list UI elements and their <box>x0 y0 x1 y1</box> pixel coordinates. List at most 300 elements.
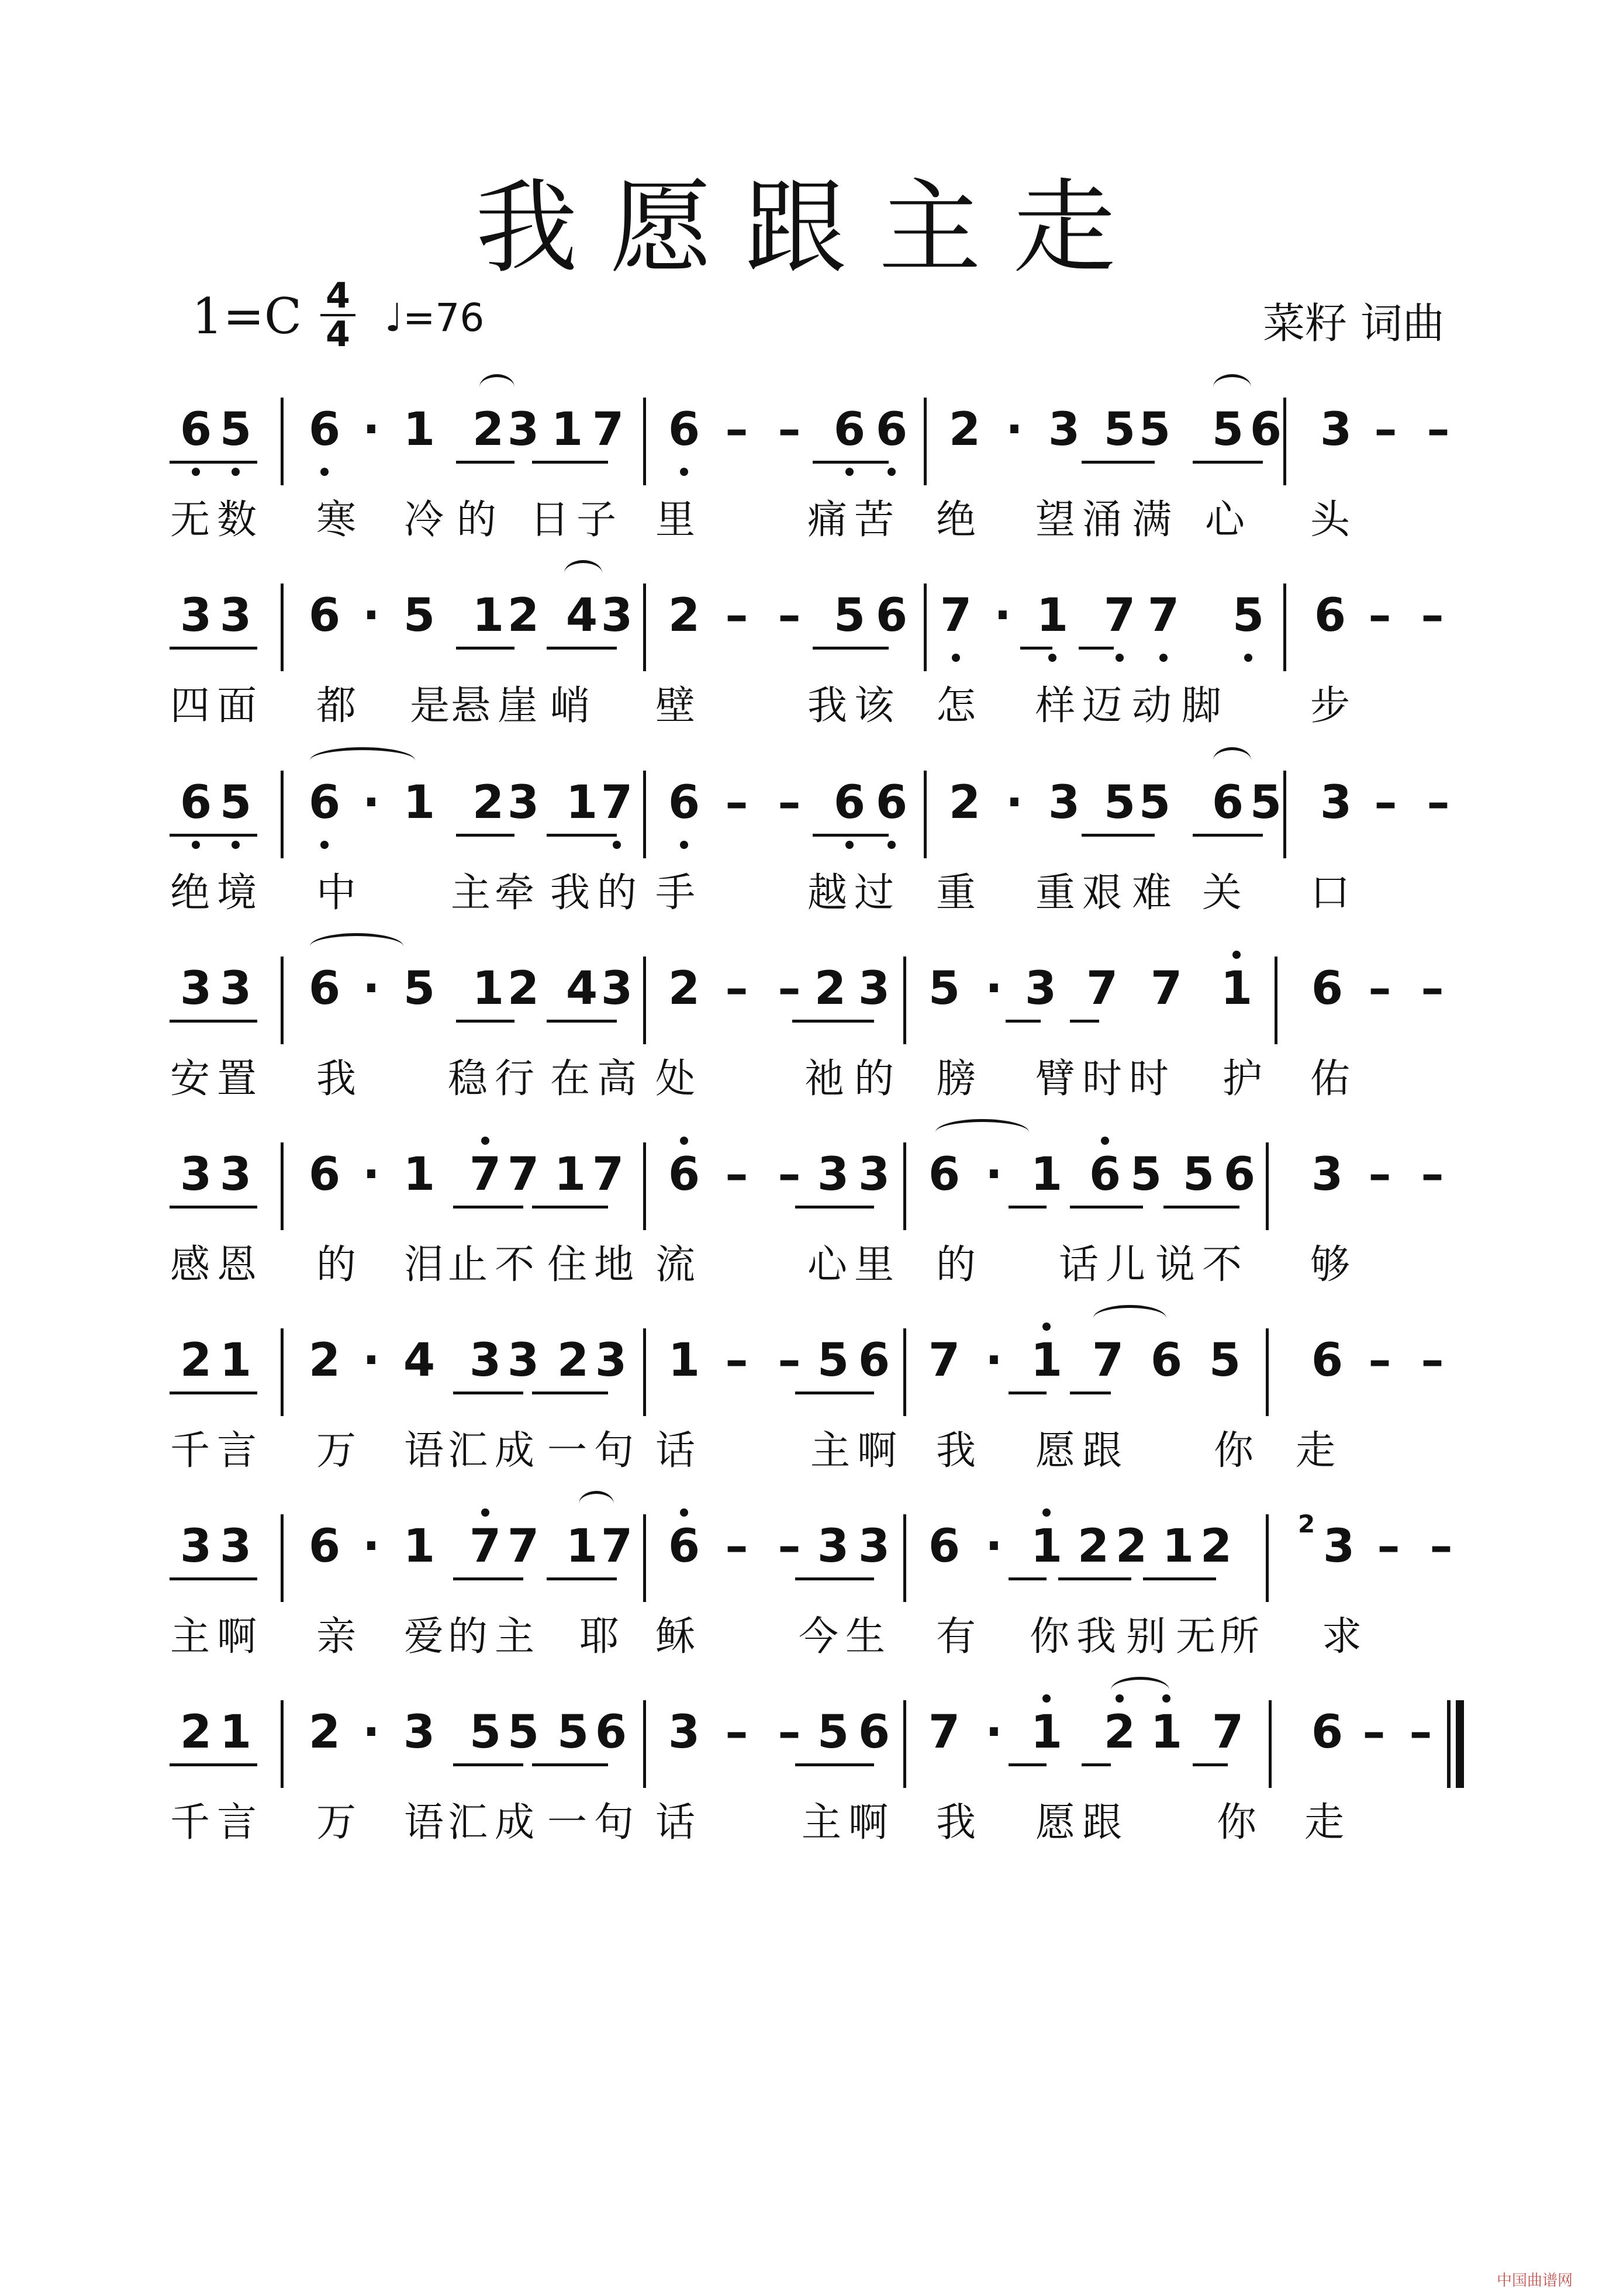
lyric-char: 话 <box>655 1800 695 1846</box>
note: 5 <box>1211 403 1244 456</box>
note: 3 <box>1322 1520 1355 1573</box>
note: 6 <box>179 776 212 829</box>
lyric-char: 话 <box>655 1428 695 1474</box>
note: 3 <box>1024 962 1057 1015</box>
bar-line <box>1275 957 1277 1044</box>
note: 1 <box>403 403 436 456</box>
lyric-char: 关 <box>1201 870 1242 916</box>
sustain-dash: – <box>725 1334 748 1387</box>
time-signature-bottom: 4 <box>320 314 355 353</box>
lyric-char: 的 <box>854 1056 894 1102</box>
lyric-char: 流 <box>655 1242 695 1288</box>
note: 5 <box>469 1706 502 1759</box>
lyric-char: 脚 <box>1181 683 1221 729</box>
beam-underline <box>1082 1763 1111 1766</box>
lyrics-line <box>0 1239 1623 1297</box>
note: 3 <box>179 1148 212 1201</box>
note: 7 <box>507 1148 540 1201</box>
lyric-char: 里 <box>854 1242 894 1288</box>
lyric-char: 头 <box>1310 497 1350 543</box>
lyric-char: 语 <box>403 1428 444 1474</box>
lyric-char: 言 <box>216 1800 257 1846</box>
beam-underline <box>532 1763 608 1766</box>
notation-line <box>0 380 1623 479</box>
note: 7 <box>940 589 972 642</box>
sustain-dash: – <box>1368 962 1391 1015</box>
note: 6 <box>858 1706 890 1759</box>
lyric-char: 成 <box>494 1800 534 1846</box>
dotted-rhythm: · <box>985 1706 1003 1759</box>
beam-underline <box>170 1763 257 1766</box>
slur <box>479 374 514 400</box>
lyrics-line <box>0 680 1623 738</box>
bar-line <box>903 1514 906 1602</box>
bar-line <box>1283 584 1286 671</box>
note: 5 <box>507 1706 540 1759</box>
note: 1 <box>403 776 436 829</box>
note: 7 <box>1211 1706 1244 1759</box>
note: 5 <box>1103 776 1136 829</box>
lyric-char: 句 <box>593 1800 634 1846</box>
lyric-char: 泪 <box>403 1242 444 1288</box>
sustain-dash: – <box>1409 1706 1432 1759</box>
lyric-char: 不 <box>1201 1242 1242 1288</box>
note: 6 <box>1314 589 1346 642</box>
octave-dot-low <box>845 468 854 476</box>
note: 5 <box>403 589 436 642</box>
lyrics-line <box>0 494 1623 553</box>
octave-dot-low <box>888 841 896 849</box>
note: 5 <box>219 403 252 456</box>
notation-line <box>0 1497 1623 1596</box>
dotted-rhythm: · <box>985 1334 1003 1387</box>
note: 6 <box>1089 1148 1121 1201</box>
note: 1 <box>403 1148 436 1201</box>
note: 3 <box>1311 1148 1344 1201</box>
lyric-char: 绝 <box>170 870 210 916</box>
note: 6 <box>595 1706 627 1759</box>
note: 1 <box>1162 1520 1194 1573</box>
lyric-char: 都 <box>316 683 356 729</box>
lyric-char: 语 <box>403 1800 444 1846</box>
lyric-char: 别 <box>1125 1614 1166 1660</box>
song-title: 我愿跟主走 <box>475 169 1148 288</box>
lyric-char: 你 <box>1213 1428 1253 1474</box>
lyric-char: 走 <box>1295 1428 1335 1474</box>
octave-dot-low <box>952 654 960 662</box>
note: 6 <box>833 776 866 829</box>
dotted-rhythm: · <box>362 1706 380 1759</box>
beam-underline <box>453 1206 523 1209</box>
lyric-char: 心 <box>807 1242 847 1288</box>
lyric-char: 安 <box>170 1056 210 1102</box>
note: 6 <box>308 589 341 642</box>
note: 7 <box>600 1520 633 1573</box>
lyric-char: 境 <box>216 870 257 916</box>
notation-line <box>0 1125 1623 1224</box>
note: 1 <box>219 1706 252 1759</box>
author-credit: 菜籽 词曲 <box>1263 299 1445 348</box>
note: 5 <box>557 1706 589 1759</box>
bar-line <box>643 1328 646 1416</box>
octave-dot-high <box>1162 1694 1170 1703</box>
note: 5 <box>817 1334 850 1387</box>
bar-line <box>903 957 906 1044</box>
beam-underline <box>1070 1392 1111 1394</box>
note: 3 <box>219 589 252 642</box>
lyric-char: 重 <box>935 870 976 916</box>
note: 3 <box>219 1148 252 1201</box>
note: 1 <box>219 1334 252 1387</box>
lyric-char: 的 <box>935 1242 976 1288</box>
note: 1 <box>1030 1334 1063 1387</box>
lyric-char: 越 <box>807 870 847 916</box>
lyric-char: 我 <box>550 870 590 916</box>
beam-underline <box>1079 647 1114 650</box>
slur <box>1213 747 1251 774</box>
sustain-dash: – <box>778 403 801 456</box>
note: 6 <box>1249 403 1282 456</box>
sustain-dash: – <box>725 1148 748 1201</box>
sustain-dash: – <box>1374 776 1397 829</box>
sustain-dash: – <box>778 1148 801 1201</box>
watermark: 中国曲谱网 <box>1497 2272 1573 2290</box>
bar-line <box>281 771 284 858</box>
lyric-char: 膀 <box>935 1056 976 1102</box>
lyrics-line <box>0 1053 1623 1111</box>
beam-underline <box>532 1392 608 1394</box>
beam-underline <box>813 647 889 650</box>
lyric-char: 儿 <box>1105 1242 1145 1288</box>
beam-underline <box>813 461 889 464</box>
note: 2 <box>507 589 540 642</box>
lyric-char: 你 <box>1029 1614 1069 1660</box>
score-system <box>0 566 1623 753</box>
lyric-char: 啊 <box>216 1614 257 1660</box>
note: 6 <box>668 403 700 456</box>
beam-underline <box>547 1020 617 1023</box>
dotted-rhythm: · <box>985 1520 1003 1573</box>
lyric-char: 悬 <box>450 683 491 729</box>
octave-dot-low <box>613 841 621 849</box>
note: 2 <box>179 1706 212 1759</box>
lyric-char: 口 <box>1310 870 1350 916</box>
note: 3 <box>403 1706 436 1759</box>
beam-underline <box>170 1020 257 1023</box>
note: 3 <box>1320 776 1352 829</box>
note: 5 <box>1182 1148 1215 1201</box>
lyrics-line <box>0 867 1623 926</box>
bar-line <box>1266 1328 1269 1416</box>
lyric-char: 万 <box>316 1800 356 1846</box>
note: 5 <box>1232 589 1265 642</box>
bar-line <box>281 1514 284 1602</box>
lyric-char: 稣 <box>655 1614 695 1660</box>
lyric-char: 我 <box>935 1428 976 1474</box>
lyric-char: 恩 <box>216 1242 257 1288</box>
sustain-dash: – <box>725 776 748 829</box>
lyric-char: 够 <box>1310 1242 1350 1288</box>
slur <box>564 560 602 586</box>
dotted-rhythm: · <box>1006 403 1023 456</box>
lyric-char: 数 <box>216 497 257 543</box>
dotted-rhythm: · <box>362 1148 380 1201</box>
dotted-rhythm: · <box>362 1334 380 1387</box>
beam-underline <box>1193 834 1263 837</box>
note: 3 <box>179 589 212 642</box>
octave-dot-high <box>481 1508 489 1517</box>
sustain-dash: – <box>778 589 801 642</box>
note: 2 <box>1200 1520 1232 1573</box>
lyric-char: 走 <box>1304 1800 1344 1846</box>
note: 5 <box>1208 1334 1241 1387</box>
lyric-char: 重 <box>1035 870 1075 916</box>
lyric-char: 感 <box>170 1242 210 1288</box>
note: 1 <box>1030 1706 1063 1759</box>
note: 1 <box>403 1520 436 1573</box>
beam-underline <box>1006 1020 1041 1023</box>
lyric-char: 千 <box>170 1800 210 1846</box>
note: 5 <box>817 1706 850 1759</box>
note: 7 <box>592 1148 624 1201</box>
lyric-char: 高 <box>596 1056 637 1102</box>
note: 6 <box>875 776 908 829</box>
lyric-char: 求 <box>1321 1614 1362 1660</box>
note: 4 <box>565 589 598 642</box>
bar-line <box>281 1328 284 1416</box>
lyric-char: 的 <box>447 1614 488 1660</box>
sustain-dash: – <box>778 1706 801 1759</box>
lyric-char: 跟 <box>1082 1800 1122 1846</box>
lyric-char: 动 <box>1131 683 1172 729</box>
beam-underline <box>547 647 617 650</box>
lyric-char: 祂 <box>804 1056 844 1102</box>
beam-underline <box>456 647 514 650</box>
sustain-dash: – <box>778 776 801 829</box>
note: 1 <box>472 962 505 1015</box>
note: 3 <box>668 1706 700 1759</box>
octave-dot-low <box>320 468 329 476</box>
note: 7 <box>1103 589 1136 642</box>
bar-line <box>1283 398 1286 485</box>
note: 6 <box>875 589 908 642</box>
octave-dot-high <box>1042 1508 1051 1517</box>
note: 2 <box>1103 1706 1136 1759</box>
note: 3 <box>858 962 890 1015</box>
lyric-char: 住 <box>547 1242 587 1288</box>
note: 5 <box>403 962 436 1015</box>
beam-underline <box>170 1206 257 1209</box>
note: 2 <box>1077 1520 1110 1573</box>
beam-underline <box>1009 1577 1047 1580</box>
lyric-char: 我 <box>316 1056 356 1102</box>
notation-line <box>0 1311 1623 1410</box>
octave-dot-high <box>1232 951 1241 959</box>
beam-underline <box>170 834 257 837</box>
note: 6 <box>179 403 212 456</box>
octave-dot-high <box>1116 1694 1124 1703</box>
sustain-dash: – <box>1377 1520 1400 1573</box>
lyric-char: 时 <box>1082 1056 1122 1102</box>
note: 7 <box>507 1520 540 1573</box>
lyric-char: 里 <box>655 497 695 543</box>
note: 3 <box>219 962 252 1015</box>
lyric-char: 是 <box>409 683 450 729</box>
sustain-dash: – <box>1429 1520 1453 1573</box>
sustain-dash: – <box>1421 1334 1444 1387</box>
bar-line <box>1266 1514 1269 1602</box>
note: 5 <box>1130 1148 1162 1201</box>
lyric-char: 苦 <box>854 497 894 543</box>
sustain-dash: – <box>1427 776 1450 829</box>
beam-underline <box>1009 1763 1047 1766</box>
dotted-rhythm: · <box>1006 776 1023 829</box>
beam-underline <box>1193 1763 1228 1766</box>
lyric-char: 跟 <box>1082 1428 1122 1474</box>
bar-line <box>1269 1700 1272 1788</box>
lyric-char: 今 <box>798 1614 838 1660</box>
sustain-dash: – <box>725 589 748 642</box>
sustain-dash: – <box>1368 1334 1391 1387</box>
note: 1 <box>668 1334 700 1387</box>
note: 6 <box>668 776 700 829</box>
note: 2 <box>308 1706 341 1759</box>
note: 7 <box>1150 962 1183 1015</box>
sustain-dash: – <box>1368 1148 1391 1201</box>
note: 2 <box>668 589 700 642</box>
lyric-char: 我 <box>935 1800 976 1846</box>
lyric-char: 中 <box>316 870 356 916</box>
lyric-char: 啊 <box>848 1800 888 1846</box>
beam-underline <box>1163 1206 1239 1209</box>
note: 1 <box>551 403 583 456</box>
note: 6 <box>928 1520 961 1573</box>
lyric-char: 子 <box>576 497 616 543</box>
slur <box>935 1119 1029 1145</box>
dotted-rhythm: · <box>362 776 380 829</box>
lyric-char: 艰 <box>1082 870 1122 916</box>
slur <box>1213 374 1251 400</box>
note: 5 <box>1138 403 1171 456</box>
lyric-char: 所 <box>1219 1614 1259 1660</box>
note: 2 <box>472 776 505 829</box>
lyrics-line <box>0 1611 1623 1669</box>
lyric-char: 成 <box>494 1428 534 1474</box>
bar-line <box>643 1514 646 1602</box>
beam-underline <box>795 1392 874 1394</box>
octave-dot-high <box>680 1508 688 1517</box>
note: 3 <box>600 962 633 1015</box>
octave-dot-low <box>680 841 688 849</box>
sustain-dash: – <box>1368 589 1391 642</box>
lyric-char: 峭 <box>550 683 590 729</box>
beam-underline <box>456 834 514 837</box>
lyric-char: 壁 <box>655 683 695 729</box>
lyric-char: 我 <box>807 683 847 729</box>
octave-dot-high <box>1042 1694 1051 1703</box>
lyric-char: 难 <box>1131 870 1172 916</box>
beam-underline <box>1009 1392 1047 1394</box>
note: 2 <box>948 776 981 829</box>
bar-line <box>643 398 646 485</box>
note: 2 <box>1115 1520 1148 1573</box>
lyric-char: 稳 <box>447 1056 488 1102</box>
lyric-char: 置 <box>216 1056 257 1102</box>
note: 3 <box>600 589 633 642</box>
note: 6 <box>1223 1148 1256 1201</box>
key-signature: 1=C <box>192 288 302 345</box>
dotted-rhythm: · <box>994 589 1011 642</box>
lyric-char: 耶 <box>579 1614 619 1660</box>
note: 3 <box>507 403 540 456</box>
lyric-char: 时 <box>1128 1056 1169 1102</box>
note: 6 <box>928 1148 961 1201</box>
note: 2 <box>557 1334 589 1387</box>
note: 4 <box>565 962 598 1015</box>
note: 6 <box>308 1520 341 1573</box>
beam-underline <box>1193 461 1263 464</box>
bar-line <box>281 1700 284 1788</box>
dotted-rhythm: · <box>985 1148 1003 1201</box>
dotted-rhythm: · <box>985 962 1003 1015</box>
note: 2 <box>308 1334 341 1387</box>
lyric-char: 爱 <box>403 1614 444 1660</box>
score-system <box>0 1311 1623 1498</box>
sustain-dash: – <box>778 1520 801 1573</box>
note: 1 <box>1030 1520 1063 1573</box>
lyric-char: 四 <box>170 683 210 729</box>
lyric-char: 崖 <box>497 683 537 729</box>
lyric-char: 日 <box>529 497 569 543</box>
beam-underline <box>1070 1020 1099 1023</box>
sustain-dash: – <box>1421 962 1444 1015</box>
note: 3 <box>1048 776 1080 829</box>
note: 6 <box>308 1148 341 1201</box>
lyric-char: 行 <box>494 1056 534 1102</box>
note: 5 <box>833 589 866 642</box>
beam-underline <box>795 1577 874 1580</box>
lyric-char: 无 <box>170 497 210 543</box>
lyric-char: 护 <box>1222 1056 1262 1102</box>
lyric-char: 冷 <box>403 497 444 543</box>
bar-line <box>643 1700 646 1788</box>
note: 3 <box>1320 403 1352 456</box>
lyric-char: 句 <box>593 1428 634 1474</box>
lyric-char: 有 <box>935 1614 976 1660</box>
beam-underline <box>1082 834 1155 837</box>
lyric-char: 我 <box>1076 1614 1116 1660</box>
octave-dot-low <box>1116 654 1124 662</box>
lyric-char: 主 <box>450 870 491 916</box>
lyric-char: 牵 <box>494 870 534 916</box>
note: 6 <box>1311 1706 1344 1759</box>
note: 7 <box>1086 962 1118 1015</box>
note: 6 <box>668 1520 700 1573</box>
lyric-char: 过 <box>854 870 894 916</box>
slur <box>1093 1305 1166 1331</box>
octave-dot-high <box>481 1137 489 1145</box>
notation-line <box>0 753 1623 852</box>
lyric-char: 涌 <box>1082 497 1122 543</box>
volta-marker: 2 <box>1298 1510 1315 1538</box>
lyric-char: 满 <box>1131 497 1172 543</box>
notation-line <box>0 566 1623 665</box>
beam-underline <box>1009 1206 1047 1209</box>
note: 7 <box>469 1520 502 1573</box>
dotted-rhythm: · <box>362 1520 380 1573</box>
beam-underline <box>1143 1577 1216 1580</box>
note: 3 <box>858 1148 890 1201</box>
